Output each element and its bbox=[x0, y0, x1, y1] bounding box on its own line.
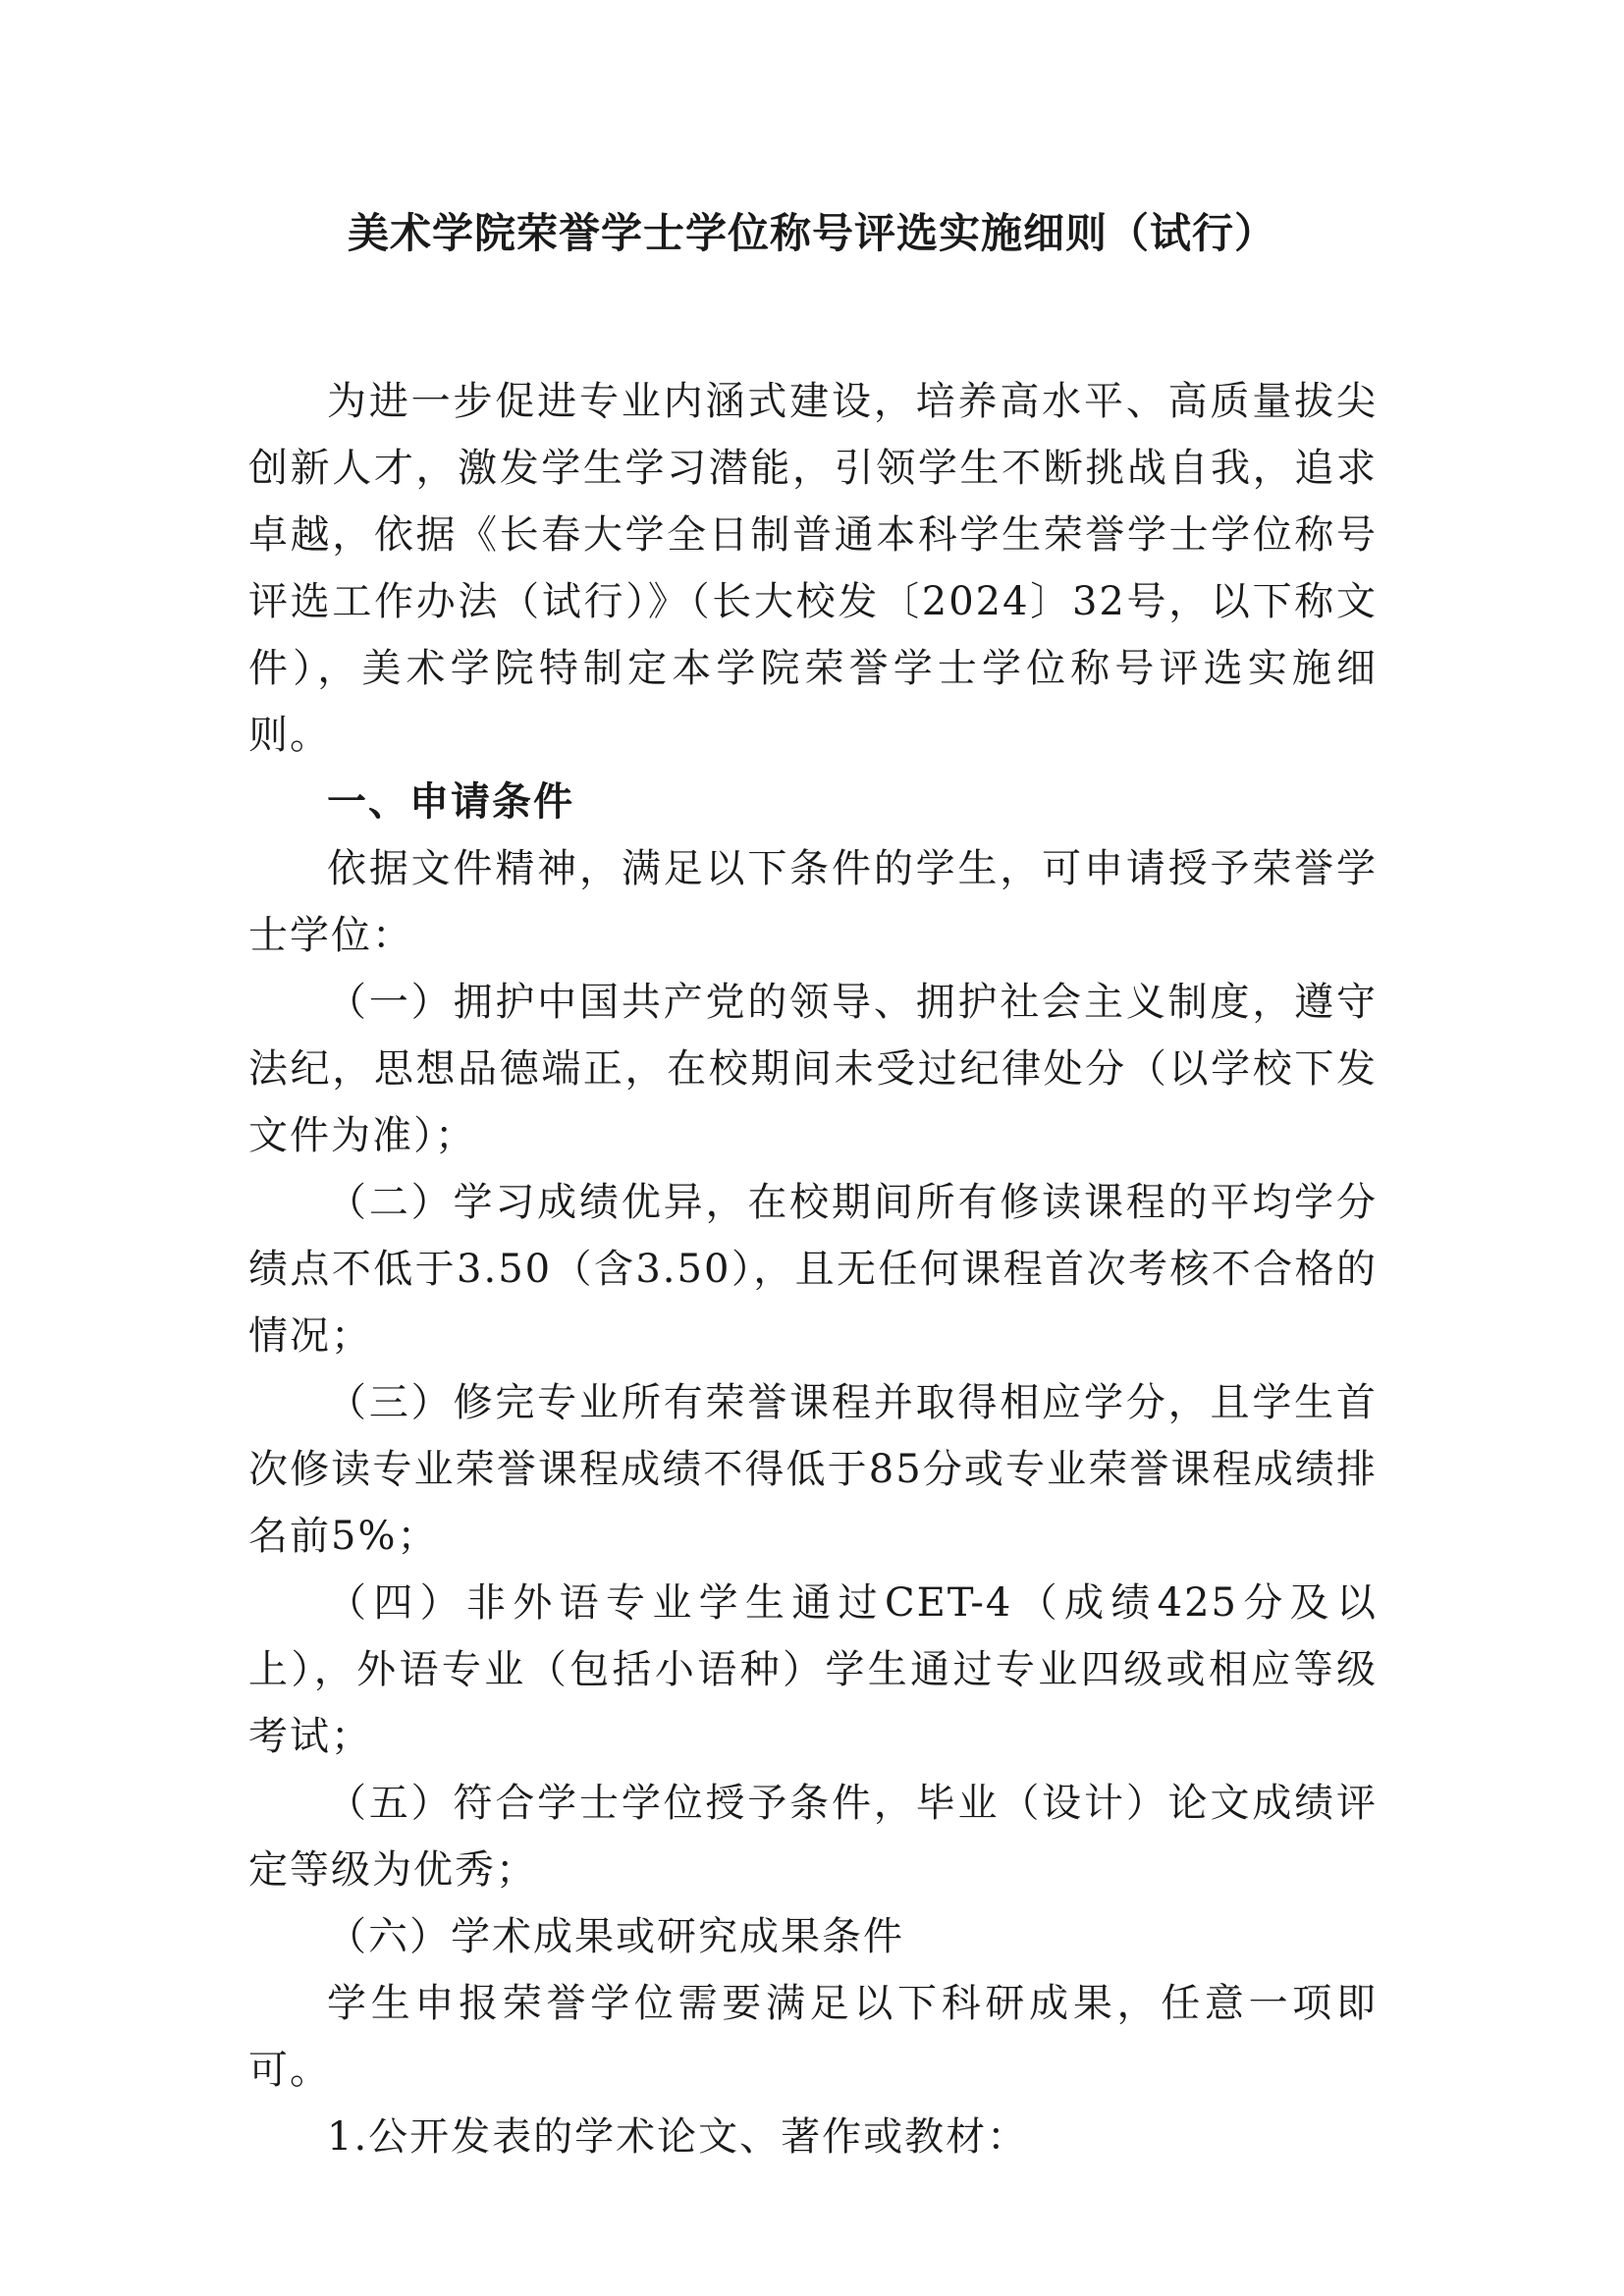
section-heading-apply: 一、申请条件 bbox=[327, 779, 574, 825]
conditions-intro: 依据文件精神，满足以下条件的学生，可申请授予荣誉学士学位： bbox=[248, 846, 1378, 958]
research-item-1: 1.公开发表的学术论文、著作或教材： bbox=[327, 2114, 1029, 2160]
condition-5: （五）符合学士学位授予条件，毕业（设计）论文成绩评定等级为优秀； bbox=[248, 1781, 1378, 1893]
research-requirement: 学生申报荣誉学位需要满足以下科研成果，任意一项即可。 bbox=[248, 1981, 1378, 2093]
condition-2: （二）学习成绩优异，在校期间所有修读课程的平均学分绩点不低于3.50（含3.50），且无任何课程首次考核不合格的情况； bbox=[248, 1180, 1378, 1359]
condition-1: （一）拥护中国共产党的领导、拥护社会主义制度，遵守法纪，思想品德端正，在校期间未受过纪律处分（以学校下发文件为准）； bbox=[248, 980, 1378, 1158]
document-title: 美术学院荣誉学士学位称号评选实施细则（试行） bbox=[347, 209, 1276, 257]
condition-4: （四）非外语专业学生通过CET-4（成绩425分及以上），外语专业（包括小语种）学生通过专业四级或相应等级考试； bbox=[248, 1580, 1378, 1759]
intro-paragraph: 为进一步促进专业内涵式建设，培养高水平、高质量拔尖创新人才，激发学生学习潜能，引领学生不断挑战自我，追求卓越，依据《长春大学全日制普通本科学生荣誉学士学位称号评选工作办法（试行）》（长大校发〔2024〕32号，以下称文件），美术学院特制定本学院荣誉学士学位称号评选实施细则。 bbox=[248, 379, 1378, 758]
condition-6: （六）学术成果或研究成果条件 bbox=[327, 1914, 904, 1959]
document-body bbox=[248, 368, 1378, 2170]
condition-3: （三）修完专业所有荣誉课程并取得相应学分，且学生首次修读专业荣誉课程成绩不得低于85分或专业荣誉课程成绩排名前5%； bbox=[248, 1380, 1378, 1559]
